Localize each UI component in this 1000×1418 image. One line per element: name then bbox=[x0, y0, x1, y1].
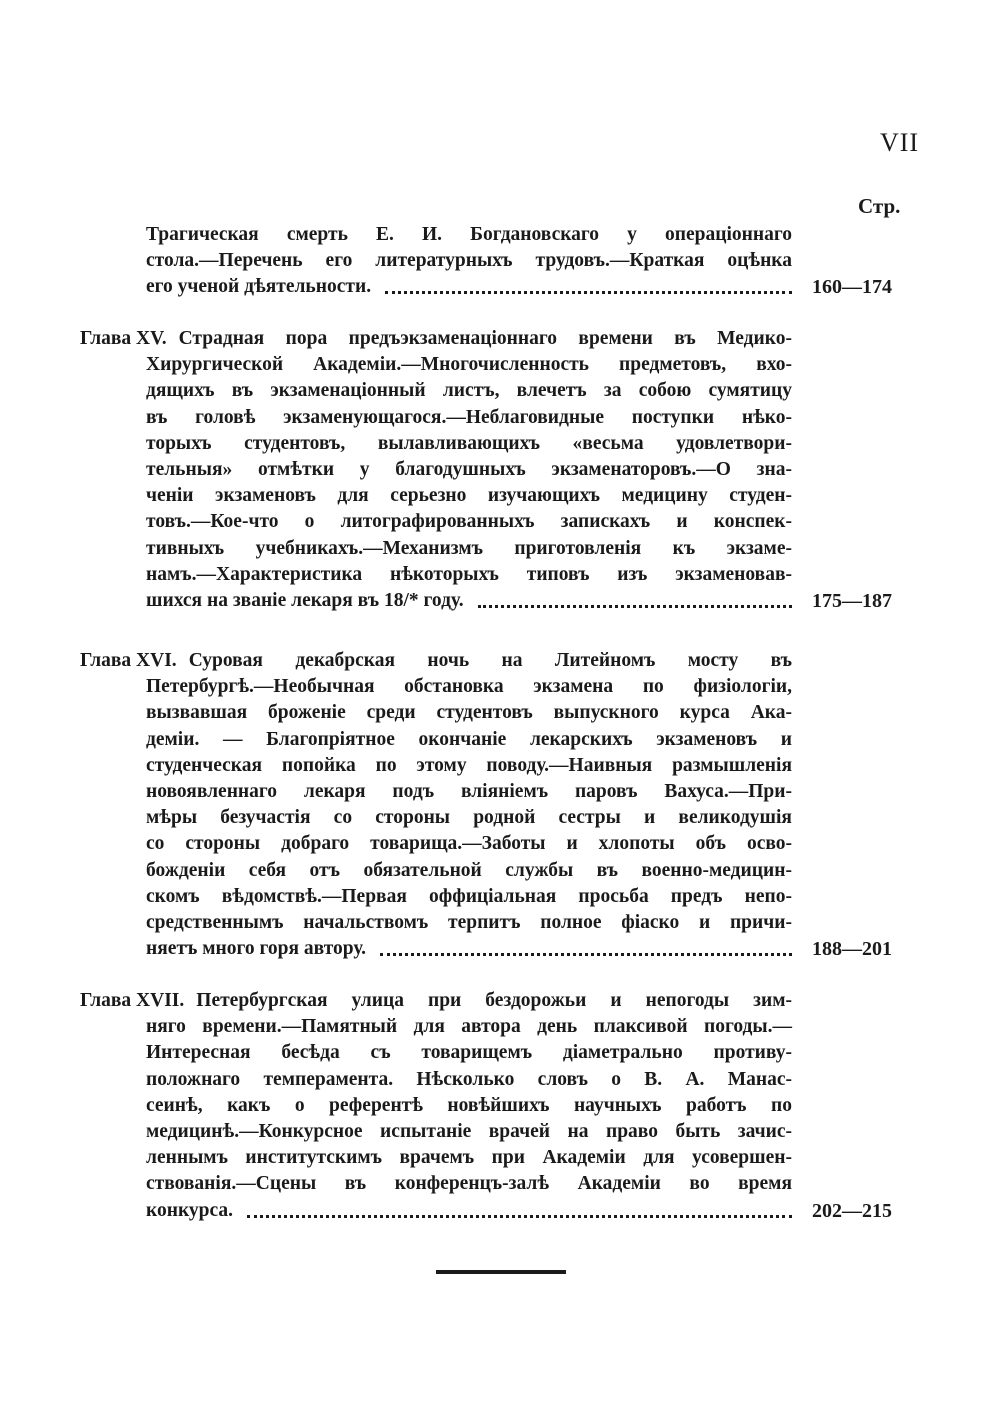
toc-line-text: мѣры безучастія со стороны родной сестры и великодушія bbox=[146, 807, 792, 829]
toc-line-text: няетъ много горя автору. bbox=[146, 938, 367, 960]
toc-line-text: студенческая попойка по этому поводу.—Наивныя размышленія bbox=[146, 754, 792, 776]
toc-line-text: дящихъ въ экзаменаціонный листъ, влечетъ за собою сумятицу bbox=[146, 380, 792, 402]
toc-line-text: Суровая декабрская ночь на Литейномъ мосту въ bbox=[188, 650, 792, 671]
page-range: 202—215 bbox=[812, 1199, 892, 1222]
toc-line bbox=[146, 483, 792, 509]
toc-line-text: скомъ вѣдомствѣ.—Первая оффиціальная просьба предъ непо- bbox=[146, 885, 792, 907]
toc-line bbox=[146, 1171, 792, 1197]
toc-line bbox=[146, 1119, 792, 1145]
toc-line bbox=[146, 1067, 792, 1093]
toc-line bbox=[146, 674, 792, 700]
dot-leader bbox=[385, 291, 792, 294]
toc-line-text: положнаго темперамента. Нѣсколько словъ о В. А. Манас- bbox=[146, 1068, 792, 1090]
toc-line bbox=[146, 1093, 792, 1119]
toc-line bbox=[146, 509, 792, 535]
toc-line-text: Петербургская улица при бездорожьи и непогоды зим- bbox=[196, 990, 792, 1011]
toc-line bbox=[80, 326, 792, 352]
toc-line-text: намъ.—Характеристика нѣкоторыхъ типовъ изъ экзаменовав- bbox=[146, 563, 792, 585]
toc-line bbox=[146, 562, 792, 588]
toc-line bbox=[146, 378, 792, 404]
toc-line bbox=[146, 248, 792, 274]
end-rule bbox=[436, 1270, 566, 1274]
pages-column-header: Стр. bbox=[858, 194, 901, 218]
toc-line bbox=[146, 274, 792, 300]
toc-line bbox=[146, 405, 792, 431]
toc-line-text: средственнымъ начальствомъ терпитъ полное фіаско и причи- bbox=[146, 912, 792, 933]
toc-line-text: божденіи себя отъ обязательной службы въ военно-медицин- bbox=[146, 859, 792, 881]
toc-line-text: Петербургѣ.—Необычная обстановка экзамена по физіологіи, bbox=[146, 676, 792, 698]
toc-line bbox=[146, 222, 792, 248]
toc-line-text: тивныхъ учебникахъ.—Механизмъ приготовленія къ экзаме- bbox=[146, 537, 792, 559]
toc-line-text: Интересная бесѣда съ товарищемъ діаметрально противу- bbox=[146, 1042, 792, 1064]
toc-line-text: конкурса. bbox=[146, 1199, 234, 1221]
toc-line-text: тельныя» отмѣтки у благодушныхъ экзаменаторовъ.—О зна- bbox=[146, 459, 792, 480]
chapter-label: Глава XVI. bbox=[80, 650, 177, 671]
toc-line-text: торыхъ студентовъ, вылавливающихъ «весьма удовлетвори- bbox=[146, 432, 792, 454]
toc-line-text: вызвавшая броженіе среди студентовъ выпускного курса Ака- bbox=[146, 702, 792, 724]
page-range: 188—201 bbox=[812, 938, 892, 961]
toc-line-text: стола.—Перечень его литературныхъ трудовъ.—Краткая оцѣнка bbox=[146, 250, 792, 272]
toc-line bbox=[146, 1040, 792, 1066]
toc-line bbox=[146, 1014, 792, 1040]
toc-line bbox=[146, 352, 792, 378]
toc-line bbox=[146, 431, 792, 457]
toc-line bbox=[146, 884, 792, 910]
page-range: 160—174 bbox=[812, 276, 892, 299]
chapter-label: Глава XVII. bbox=[80, 990, 185, 1011]
toc-line bbox=[146, 805, 792, 831]
toc-line-text: новоявленнаго лекаря подъ вліяніемъ паровъ Вахуса.—При- bbox=[146, 781, 792, 802]
dot-leader bbox=[247, 1215, 792, 1218]
toc-line bbox=[146, 1198, 792, 1224]
toc-line bbox=[146, 700, 792, 726]
page-number: VII bbox=[880, 128, 920, 157]
toc-line-text: въ головѣ экзаменующагося.—Неблаговидные поступки нѣко- bbox=[146, 406, 792, 428]
toc-line-text: медицинѣ.—Конкурсное испытаніе врачей на право быть зачис- bbox=[146, 1121, 792, 1142]
toc-line bbox=[146, 536, 792, 562]
toc-line bbox=[146, 910, 792, 936]
toc-line-text: сеинѣ, какъ о референтѣ новѣйшихъ научныхъ работъ по bbox=[146, 1094, 792, 1116]
toc-line bbox=[80, 648, 792, 674]
chapter-label: Глава XV. bbox=[80, 328, 167, 349]
toc-line-text: Трагическая смерть Е. И. Богдановскаго у операціоннаго bbox=[146, 224, 792, 245]
toc-line-text: со стороны добраго товарища.—Заботы и хлопоты объ осво- bbox=[146, 833, 792, 855]
dot-leader bbox=[380, 953, 792, 956]
toc-line-text: его ученой дѣятельности. bbox=[146, 276, 372, 298]
toc-line bbox=[80, 988, 792, 1014]
toc-line bbox=[146, 936, 792, 962]
toc-line-text: леннымъ институтскимъ врачемъ при Академіи для усовершен- bbox=[146, 1147, 792, 1169]
toc-line bbox=[146, 779, 792, 805]
toc-line-text: ствованія.—Сцены въ конференцъ-залѣ Академіи во время bbox=[146, 1173, 792, 1195]
toc-line-text: няго времени.—Памятный для автора день плаксивой погоды.— bbox=[146, 1016, 792, 1038]
toc-line-text: деміи. — Благопріятное окончаніе лекарскихъ экзаменовъ и bbox=[146, 728, 792, 750]
toc-line-text: шихся на званіе лекаря въ 18/* году. bbox=[146, 590, 464, 611]
toc-line-text: Страдная пора предъэкзаменаціоннаго времени въ Медико- bbox=[178, 328, 792, 349]
toc-line bbox=[146, 727, 792, 753]
toc-line-text: Хирургической Академіи.—Многочисленность предметовъ, вхо- bbox=[146, 354, 792, 376]
toc-line bbox=[146, 753, 792, 779]
toc-line bbox=[146, 831, 792, 857]
dot-leader bbox=[478, 605, 792, 608]
toc-line-text: ченіи экзаменовъ для серьезно изучающихъ медицину студен- bbox=[146, 485, 792, 507]
toc-line bbox=[146, 588, 792, 614]
toc-line bbox=[146, 1145, 792, 1171]
page-range: 175—187 bbox=[812, 590, 892, 612]
toc-line bbox=[146, 457, 792, 483]
toc-line bbox=[146, 858, 792, 884]
toc-line-text: товъ.—Кое-что о литографированныхъ запискахъ и конспек- bbox=[146, 511, 792, 533]
